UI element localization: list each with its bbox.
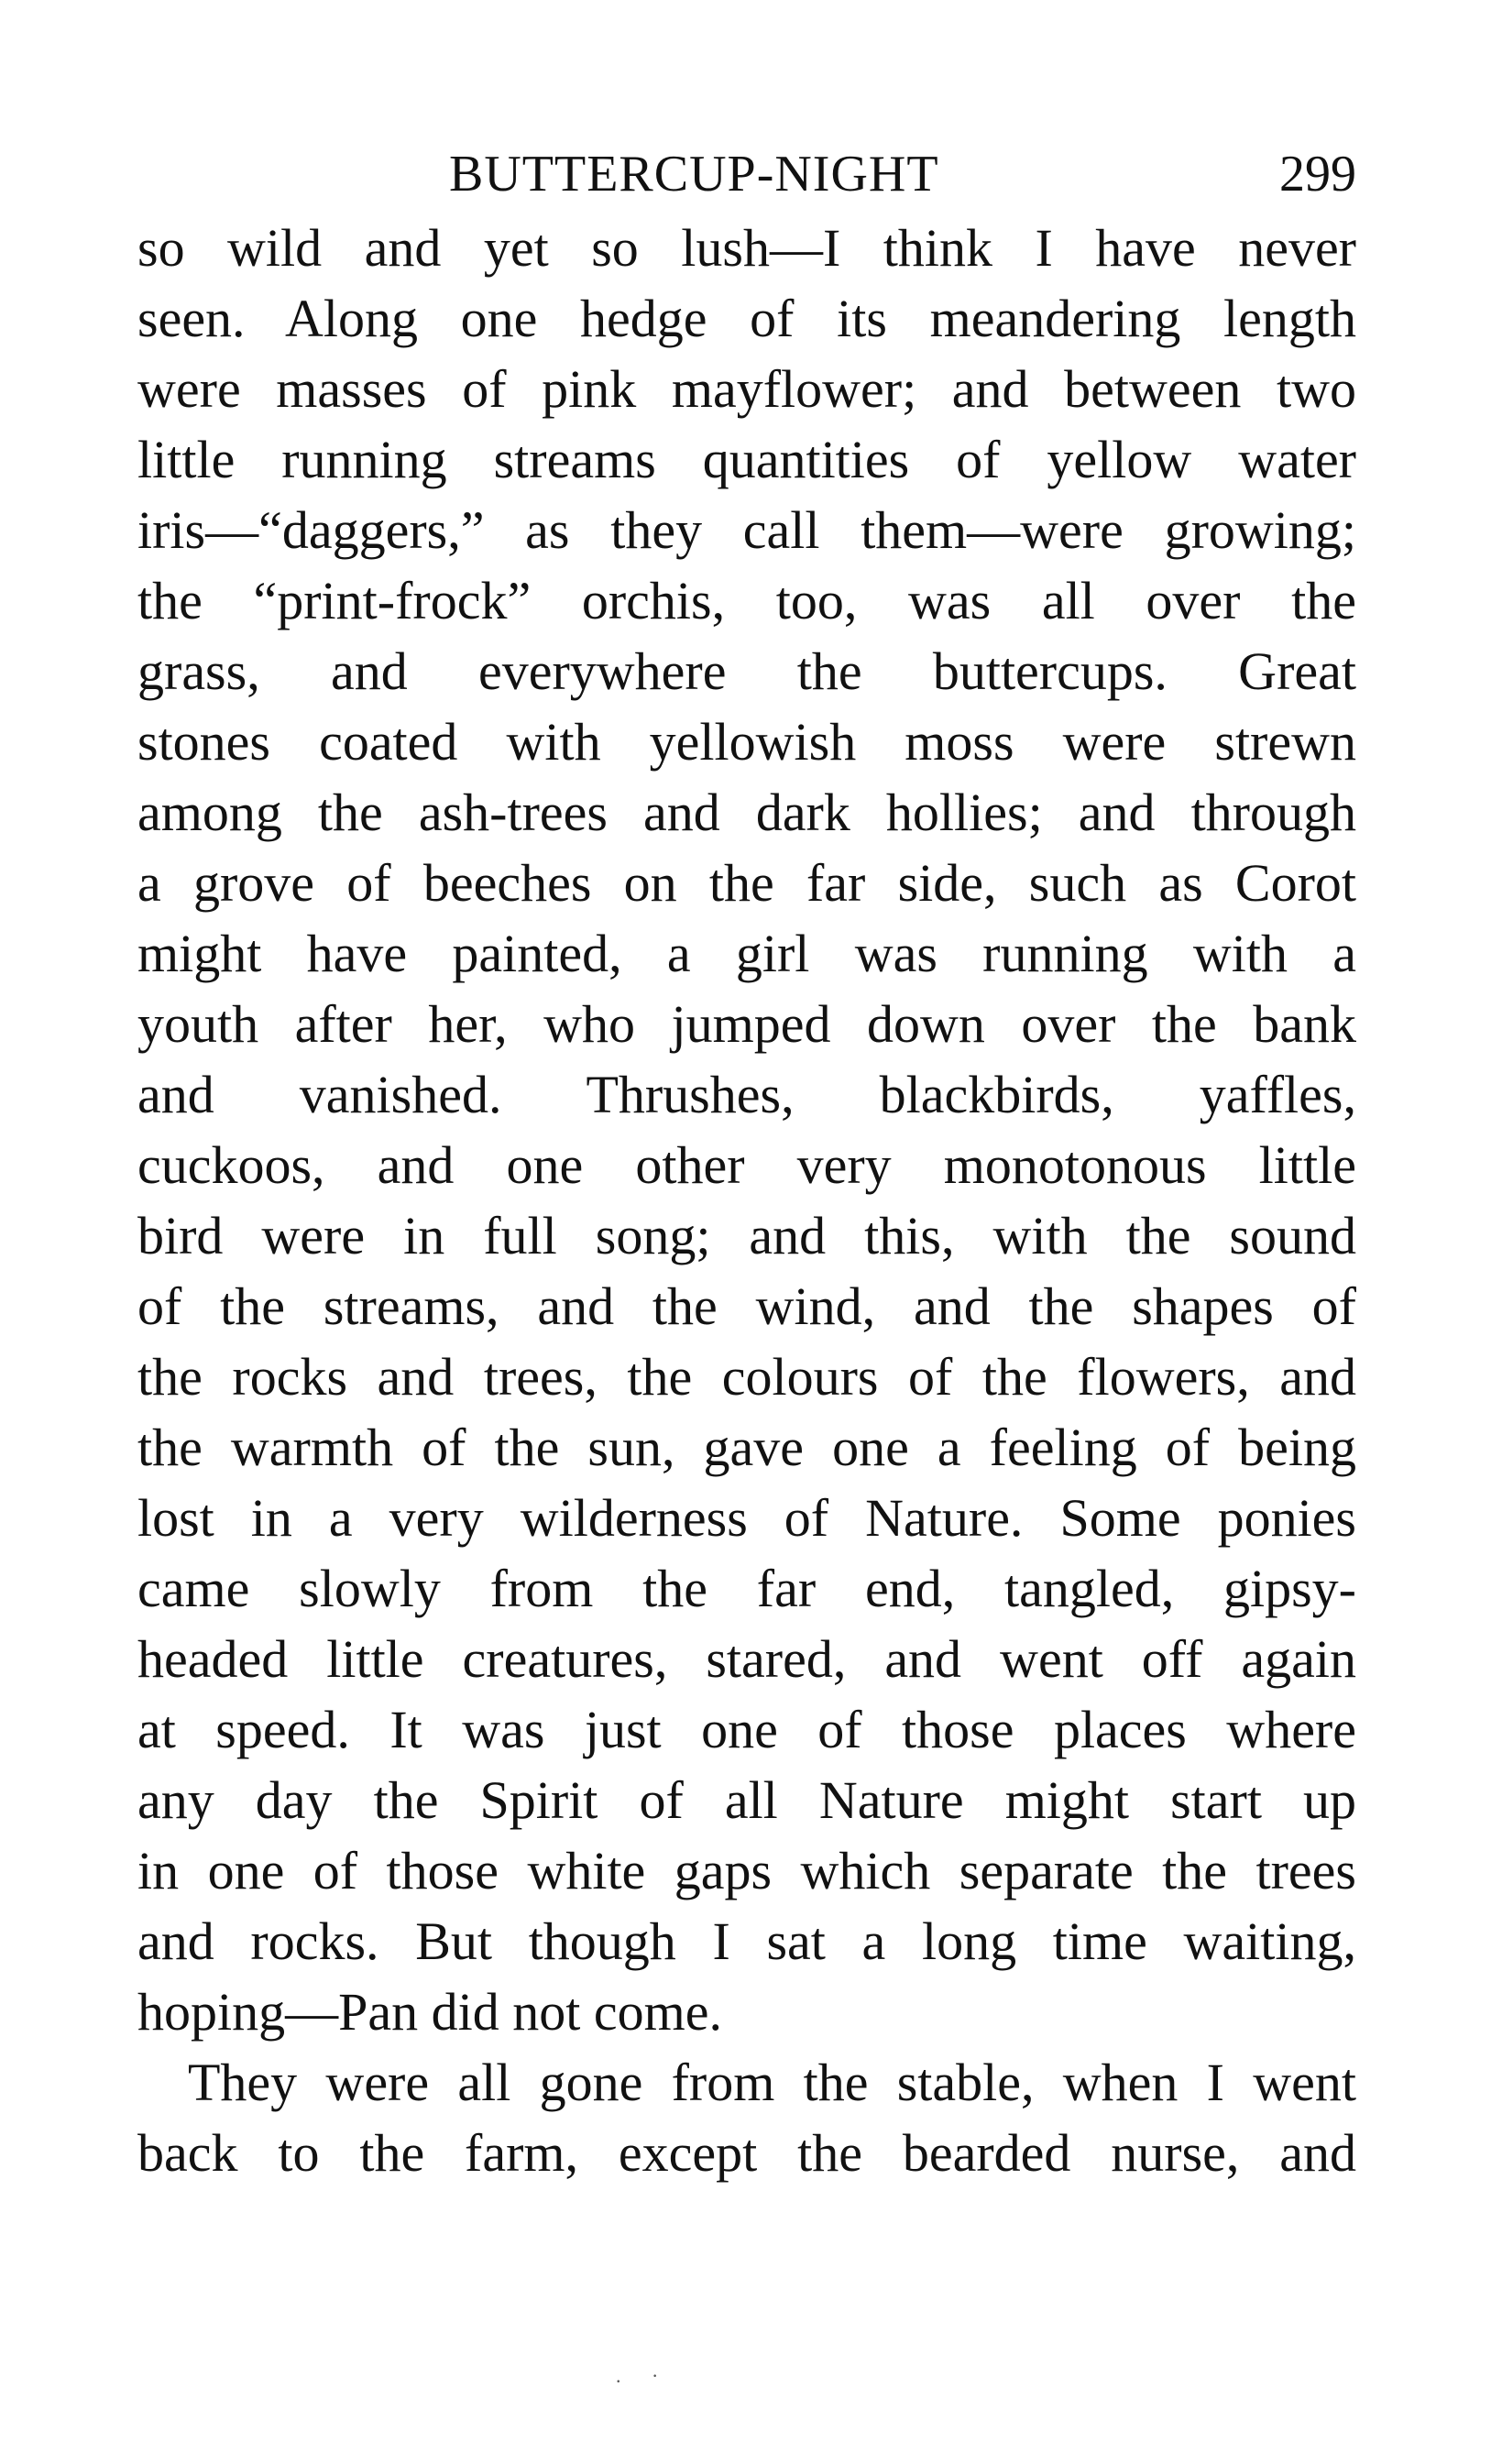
text-line: cuckoos, and one other very monotonous little [137, 1135, 1356, 1195]
text-line: headed little creatures, stared, and went off again [137, 1629, 1356, 1689]
print-speck-decoration: . · [616, 2364, 672, 2387]
text-line: youth after her, who jumped down over the bank [137, 994, 1356, 1054]
text-line: and rocks. But though I sat a long time waiting, [137, 1911, 1356, 1971]
text-line: were masses of pink mayflower; and between two [137, 359, 1356, 419]
text-line: and vanished. Thrushes, blackbirds, yaffles, [137, 1065, 1356, 1124]
paragraph [137, 2047, 1356, 2188]
text-line: lost in a very wilderness of Nature. Some ponies [137, 1488, 1356, 1548]
text-line: of the streams, and the wind, and the shapes of [137, 1276, 1356, 1336]
text-line: stones coated with yellowish moss were strewn [137, 712, 1356, 772]
text-line: came slowly from the far end, tangled, gipsy- [137, 1559, 1356, 1618]
running-head [137, 137, 1356, 211]
text-line: might have painted, a girl was running with a [137, 924, 1356, 983]
text-line: hoping—Pan did not come. [137, 1982, 722, 2042]
page-number: 299 [1279, 146, 1356, 203]
text-line: at speed. It was just one of those places where [137, 1700, 1356, 1759]
text-line: any day the Spirit of all Nature might start up [137, 1770, 1356, 1830]
text-line: the rocks and trees, the colours of the flowers, and [137, 1347, 1356, 1407]
text-line: iris—“daggers,” as they call them—were growing; [137, 500, 1356, 560]
book-page [137, 137, 1356, 2188]
running-title: BUTTERCUP-NIGHT [449, 146, 939, 203]
text-line: seen. Along one hedge of its meandering length [137, 289, 1356, 348]
text-line: in one of those white gaps which separate the trees [137, 1841, 1356, 1900]
text-line: grass, and everywhere the buttercups. Great [137, 641, 1356, 701]
text-line: so wild and yet so lush—I think I have never [137, 218, 1356, 278]
paragraph [137, 213, 1356, 2047]
text-line: the warmth of the sun, gave one a feeling of being [137, 1418, 1356, 1477]
body-text [137, 213, 1356, 2188]
text-line: back to the farm, except the bearded nurse, and [137, 2123, 1356, 2183]
text-line: a grove of beeches on the far side, such as Corot [137, 853, 1356, 913]
text-line: the “print-frock” orchis, too, was all over the [137, 571, 1356, 630]
text-line: among the ash-trees and dark hollies; and through [137, 783, 1356, 842]
text-line: little running streams quantities of yellow water [137, 430, 1356, 489]
text-line: bird were in full song; and this, with the sound [137, 1206, 1356, 1265]
text-line: They were all gone from the stable, when I went [188, 2053, 1356, 2112]
